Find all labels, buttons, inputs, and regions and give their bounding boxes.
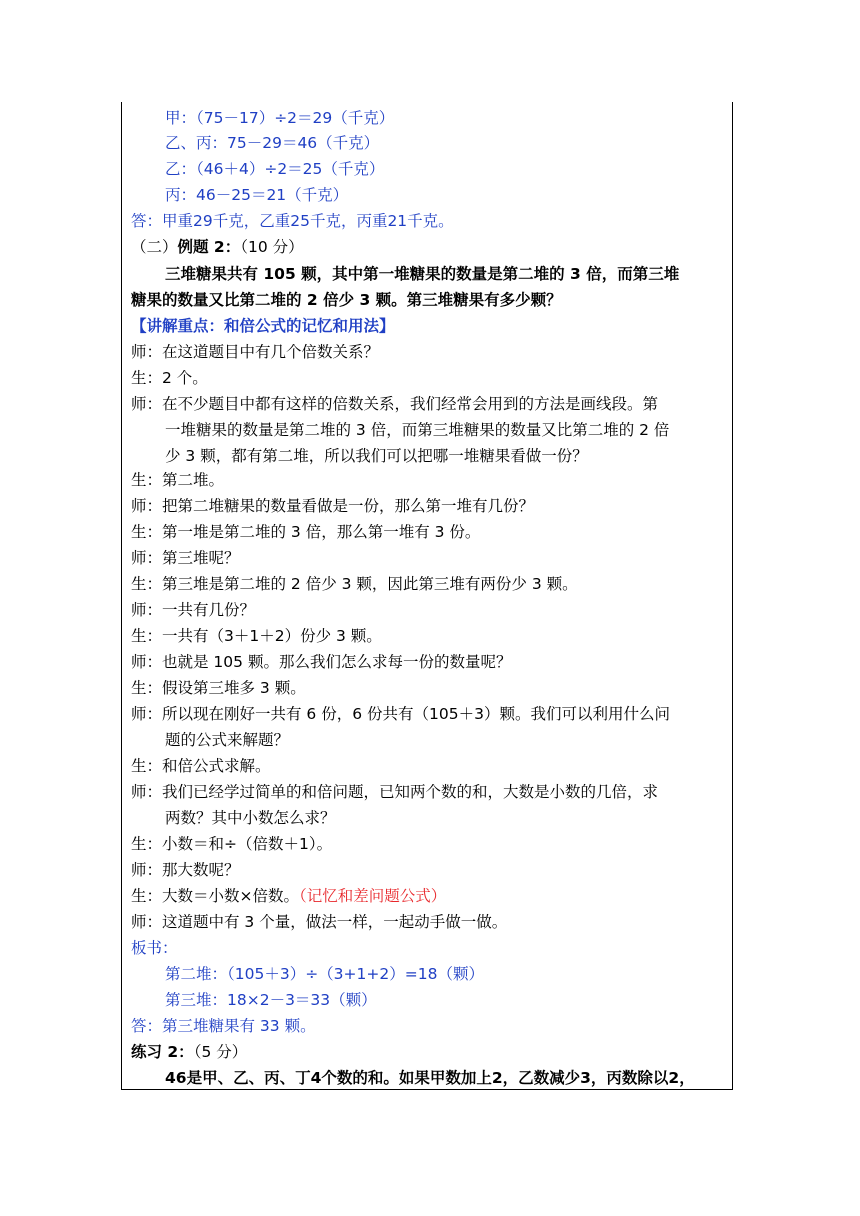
dialogue-line-with-note <box>131 886 726 906</box>
calc-line-yi: 乙：（46＋4）÷2＝25（千克） <box>165 160 385 178</box>
dialogue-line: 师：把第二堆糖果的数量看做是一份，那么第一堆有几份？ <box>131 497 535 515</box>
dialogue-line-continued: 少 3 颗，都有第二堆，所以我们可以把哪一堆糖果看做一份？ <box>165 447 588 465</box>
problem-text-2: 糖果的数量又比第二堆的 2 倍少 3 颗。第三堆糖果有多少颗？ <box>131 291 562 309</box>
dialogue-line: 师：我们已经学过简单的和倍问题，已知两个数的和，大数是小数的几倍，求 <box>131 783 659 801</box>
board-calc-2: 第三堆：18×2－3＝33（颗） <box>165 991 377 1009</box>
exercise-title: 练习 2： <box>131 1043 194 1061</box>
dialogue-line: 生：第三堆是第二堆的 2 倍少 3 颗，因此第三堆有两份少 3 颗。 <box>131 575 578 593</box>
dialogue-line: 生：第二堆。 <box>131 471 225 489</box>
dialogue-line: 师：在不少题目中都有这样的倍数关系，我们经常会用到的方法是画线段。第 <box>131 395 659 413</box>
example-2-heading <box>131 237 726 257</box>
dialogue-line: 生：2 个。 <box>131 369 208 387</box>
dialogue-line: 师：一共有几份？ <box>131 601 256 619</box>
key-point-heading: 【讲解重点：和倍公式的记忆和用法】 <box>131 317 395 335</box>
dialogue-line: 师：第三堆呢？ <box>131 549 240 567</box>
dialogue-line: 生：第一堆是第二堆的 3 倍，那么第一堆有 3 份。 <box>131 523 481 541</box>
example-score: （10 分） <box>240 238 304 256</box>
answer-line-2: 答：第三堆糖果有 33 颗。 <box>131 1017 316 1035</box>
dialogue-line-continued: 两数？其中小数怎么求？ <box>165 809 336 827</box>
dialogue-line: 师：在这道题目中有几个倍数关系？ <box>131 343 380 361</box>
calc-line-yi-bing: 乙、丙：75－29＝46（千克） <box>165 134 380 152</box>
exercise-text: 46是甲、乙、丙、丁4个数的和。如果甲数加上2，乙数减少3，丙数除以2， <box>165 1069 695 1087</box>
problem-text-1: 三堆糖果共有 105 颗，其中第一堆糖果的数量是第二堆的 3 倍，而第三堆 <box>165 265 680 283</box>
dialogue-line: 生：一共有（3＋1＋2）份少 3 颗。 <box>131 627 382 645</box>
exercise-score: （5 分） <box>193 1043 248 1061</box>
dialogue-line: 师：这道题中有 3 个量，做法一样，一起动手做一做。 <box>131 913 508 931</box>
dialogue-line-continued: 题的公式来解题？ <box>165 731 290 749</box>
memory-note: （记忆和差问题公式） <box>299 887 447 905</box>
dialogue-line: 生：和倍公式求解。 <box>131 757 271 775</box>
calc-line-bing: 丙：46－25＝21（千克） <box>165 186 349 204</box>
board-calc-1: 第二堆：（105＋3）÷（3+1+2）=18（颗） <box>165 965 484 983</box>
dialogue-line: 生：小数＝和÷（倍数＋1）。 <box>131 835 333 853</box>
formula-text: 生：大数＝小数×倍数。 <box>131 887 299 905</box>
dialogue-line: 生：假设第三堆多 3 颗。 <box>131 679 306 697</box>
answer-line-1: 答：甲重29千克，乙重25千克，丙重21千克。 <box>131 212 454 230</box>
section-number: （二） <box>131 238 178 256</box>
board-heading: 板书： <box>131 939 178 957</box>
calc-line-jia: 甲：（75－17）÷2＝29（千克） <box>165 109 395 127</box>
dialogue-line: 师：那大数呢？ <box>131 861 240 879</box>
exercise-2-heading <box>131 1042 726 1062</box>
dialogue-line: 师：也就是 105 颗。那么我们怎么求每一份的数量呢？ <box>131 653 512 671</box>
dialogue-line: 师：所以现在刚好一共有 6 份，6 份共有（105＋3）颗。我们可以利用什么问 <box>131 705 670 723</box>
dialogue-line-continued: 一堆糖果的数量是第二堆的 3 倍，而第三堆糖果的数量又比第二堆的 2 倍 <box>165 421 670 439</box>
example-title: 例题 2： <box>177 238 241 256</box>
